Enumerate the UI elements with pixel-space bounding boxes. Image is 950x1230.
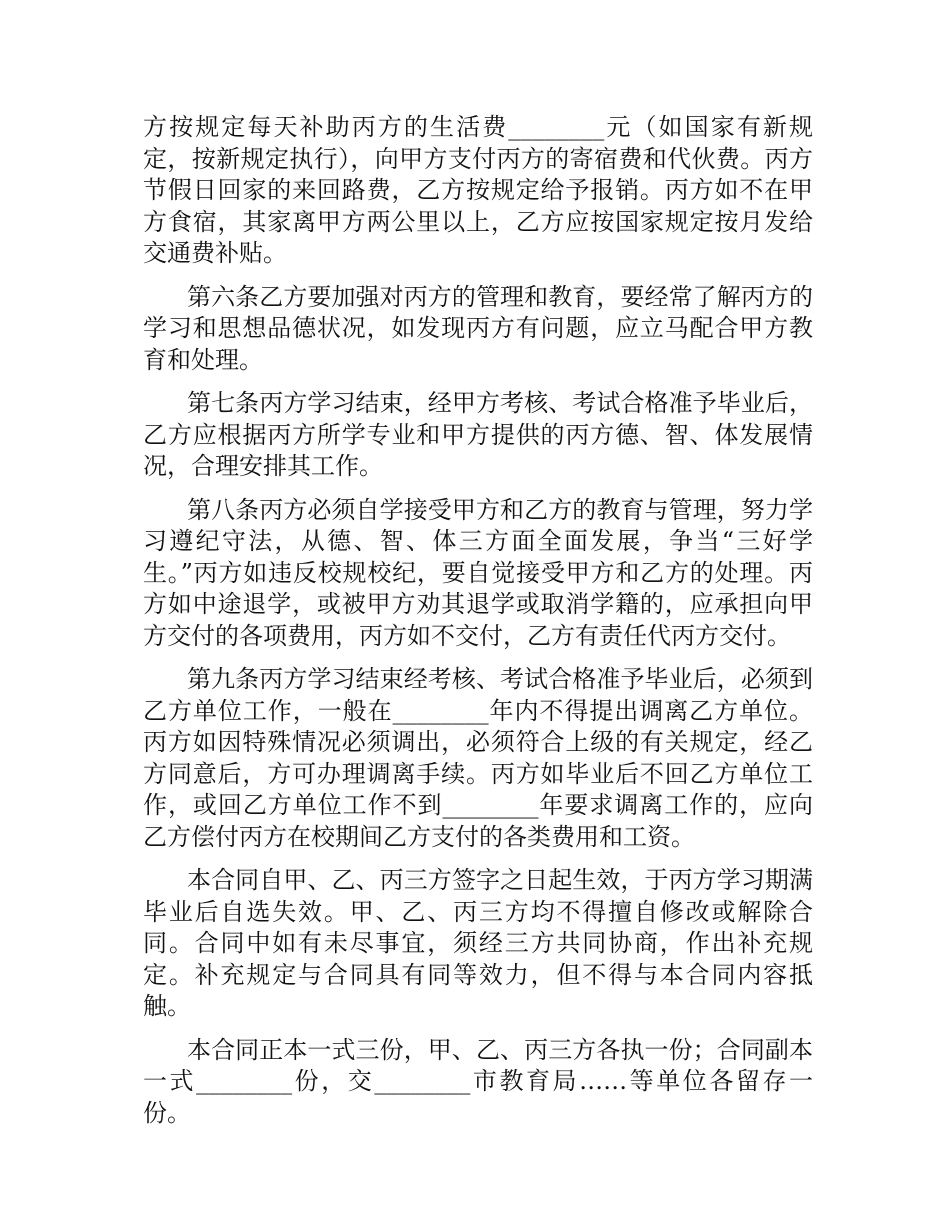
document-body	[143, 112, 813, 1141]
paragraph-copies: 本合同正本一式三份，甲、乙、丙三方各执一份；合同副本一式________份，交________市教育局……等单位各留存一份。	[143, 1035, 813, 1127]
paragraph-article-9: 第九条丙方学习结束经考核、考试合格准予毕业后，必须到乙方单位工作，一般在________年内不得提出调离乙方单位。丙方如因特殊情况必须调出，必须符合上级的有关规定，经乙方同意后，方可办理调离手续。丙方如毕业后不回乙方单位工作，或回乙方单位工作不到________年要求调离工作的，应向乙方偿付丙方在校期间乙方支付的各类费用和工资。	[143, 665, 813, 851]
paragraph-effectiveness: 本合同自甲、乙、丙三方签字之日起生效，于丙方学习期满毕业后自选失效。甲、乙、丙三方均不得擅自修改或解除合同。合同中如有未尽事宜，须经三方共同协商，作出补充规定。补充规定与合同具有同等效力，但不得与本合同内容抵触。	[143, 866, 813, 1020]
paragraph-article-7: 第七条丙方学习结束，经甲方考核、考试合格准予毕业后，乙方应根据丙方所学专业和甲方提供的丙方德、智、体发展情况，合理安排其工作。	[143, 389, 813, 480]
paragraph-article-6: 第六条乙方要加强对丙方的管理和教育，要经常了解丙方的学习和思想品德状况，如发现丙方有问题，应立马配合甲方教育和处理。	[143, 282, 813, 374]
paragraph-article-8: 第八条丙方必须自学接受甲方和乙方的教育与管理，努力学习遵纪守法，从德、智、体三方面全面发展，争当“三好学生。”丙方如违反校规校纪，要自觉接受甲方和乙方的处理。丙方如中途退学，或被甲方劝其退学或取消学籍的，应承担向甲方交付的各项费用，丙方如不交付，乙方有责任代丙方交付。	[143, 495, 813, 650]
paragraph-subsidy-continued: 方按规定每天补助丙方的生活费________元（如国家有新规定，按新规定执行），向甲方支付丙方的寄宿费和代伙费。丙方节假日回家的来回路费，乙方按规定给予报销。丙方如不在甲方食宿，其家离甲方两公里以上，乙方应按国家规定按月发给交通费补贴。	[143, 113, 813, 267]
